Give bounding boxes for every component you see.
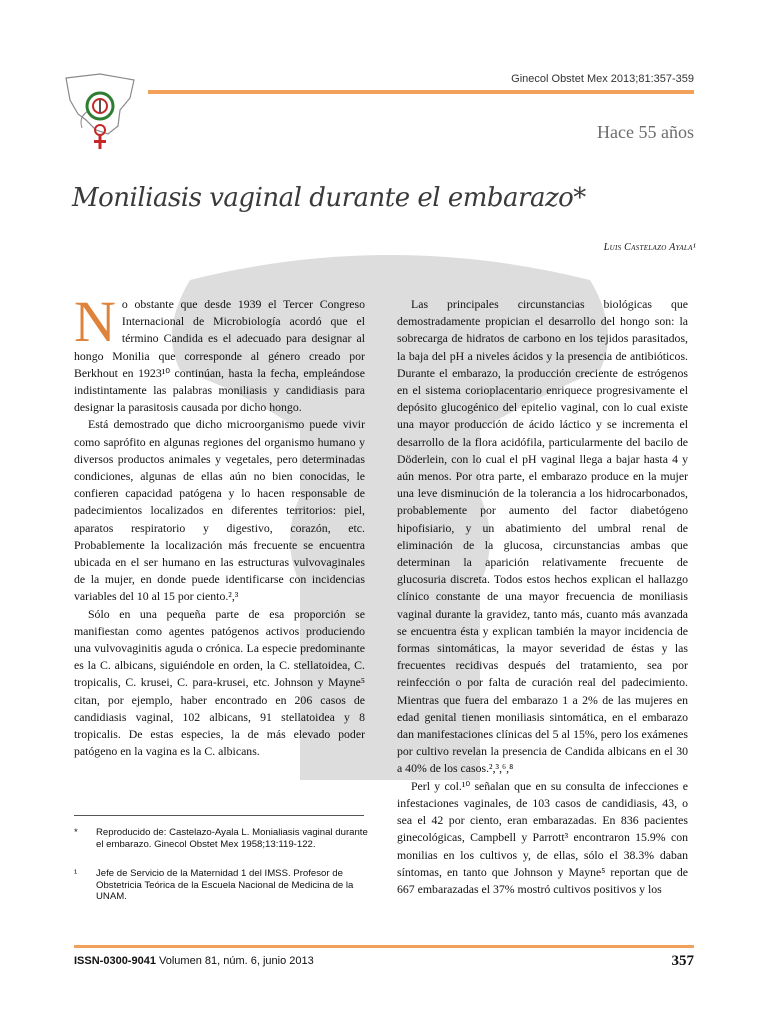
paragraph-intro-text: o obstante que desde 1939 el Tercer Congreso Internacional de Microbiología acordó que el término Candida es el adecuado para designar al hongo Monilia que corresponde al género creado por Berkhout en 1923¹⁰ continúan, hasta la fecha, empleándose indistintamente las palabras moniliasis y candidiasis para designar la parasitosis causada por dicho hongo. <box>74 297 365 415</box>
paragraph-intro <box>74 289 365 416</box>
society-logo-icon <box>60 70 140 160</box>
volume-info: Volumen 81, núm. 6, junio 2013 <box>159 955 314 967</box>
right-column <box>397 296 688 898</box>
paragraph: Sólo en una pequeña parte de esa proporción se manifiestan como agentes patógenos activos produciendo una vulvovaginitis aguda o crónica. La especie predominante es la C. albicans, siguiéndole en orden, la C. stellatoidea, C. tropicalis, C. krusei, C. para-krusei, etc. Johnson y Mayne⁵ citan, por ejemplo, haber encontrado en 206 casos de candidiasis vaginal, 102 albicans, 91 stellatoidea y 8 tropicalis. De estas especies, la de más elevado poder patógeno en la vagina es la C. albicans. <box>74 606 365 759</box>
issn-number: ISSN-0300-9041 <box>74 955 156 967</box>
section-label: Hace 55 años <box>597 122 694 142</box>
left-column <box>74 289 365 760</box>
footnote-mark: * <box>74 827 78 838</box>
article-title: Moniliasis vaginal durante el embarazo* <box>72 183 586 213</box>
footer-rule <box>74 945 694 948</box>
footnote-affiliation <box>74 868 374 903</box>
paragraph: Perl y col.¹⁰ señalan que en su consulta de infecciones e infestaciones vaginales, de 103 casos de candidiasis, 43, o sea el 42 por ciento, eran embarazadas. En 836 pacientes ginecológicas, Campbell y Parrott³ encontraron 15.9% con monilias en los cultivos y, de ellas, sólo el 38.3% daban síntomas, en tanto que Johnson y Mayne⁵ reportan que de 667 embarazadas el 37% mostró cultivos positivos y los <box>397 778 688 896</box>
journal-citation: Ginecol Obstet Mex 2013;81:357-359 <box>511 73 694 85</box>
issn-line <box>74 955 314 967</box>
footnote-rule <box>74 815 364 816</box>
paragraph: Está demostrado que dicho microorganismo puede vivir como saprófito en algunas regiones del organismo humano y diversos productos animales y vegetales, pero determinadas condiciones, algunas de ellas aún no bien conocidas, le confieren capacidad patógena y lo hacen responsable de padecimientos localizados en diferentes territorios: piel, aparatos respiratorio y digestivo, corazón, etc. Probablemente la localización más frecuente se encuentra ubicada en el ser humano en las estructuras vulvovaginales de la mujer, en donde puede identificarse con incidencias variables del 10 al 15 por ciento.²,³ <box>74 417 365 604</box>
footnote-mark: ¹ <box>74 868 78 879</box>
footnote-reproduction <box>74 827 374 850</box>
footnote-text: Reproducido de: Castelazo-Ayala L. Monialiasis vaginal durante el embarazo. Ginecol Obstet Mex 1958;13:119-122. <box>96 827 368 850</box>
paragraph: Las principales circunstancias biológicas que demostradamente propician el desarrollo del hongo son: la sobrecarga de hidratos de carbono en los tejidos parasitados, la baja del pH a niveles ácidos y la presencia de antibióticos. Durante el embarazo, la producción creciente de estrógenos en el sistema corioplacentario enriquece progresivamente el depósito glucogénico del epitelio vaginal, con lo cual existe una mayor producción de ácido láctico y se incrementa el desarrollo de la flora acidófila, particularmente del bacilo de Döderlein, con lo cual el pH vaginal llega a bajar hasta 4 y aún menos. Por otra parte, el embarazo produce en la mujer una leve disminución de la tolerancia a los hidrocarbonados, probablemente por aumento del factor diabetógeno hipofisiario, y un abatimiento del umbral renal de eliminación de la glucosa, circunstancias ambas que determinan la aparición relativamente frecuente de glucosuria discreta. Todos estos hechos explican el hallazgo clínico constante de una mayor frecuencia de moniliasis vaginal durante la gravidez, tanto más, cuanto más avanzada se encuentra ésta y explican también la mayor incidencia de formas sintomáticas, la mayor severidad de éstas y las frecuentes recidivas después del tratamiento, sea por reinfección o por falta de curación real del padecimiento. Mientras que fuera del embarazo 1 a 2% de las mujeres en edad genital tienen moniliasis sintomática, en el embarazo dan manifestaciones clínicas del 5 al 15%, pero los exámenes por cultivo revelan la presencia de Candida albicans en el 30 a 40% de los casos.²,³,⁶,⁸ <box>397 297 688 776</box>
drop-cap: N <box>74 289 116 354</box>
article-author: Luis Castelazo Ayala¹ <box>603 242 696 253</box>
header-rule <box>148 90 694 94</box>
footnote-text: Jefe de Servicio de la Maternidad 1 del IMSS. Profesor de Obstetricia Teórica de la Escuela Nacional de Medicina de la UNAM. <box>96 868 354 902</box>
page-number: 357 <box>671 953 694 969</box>
